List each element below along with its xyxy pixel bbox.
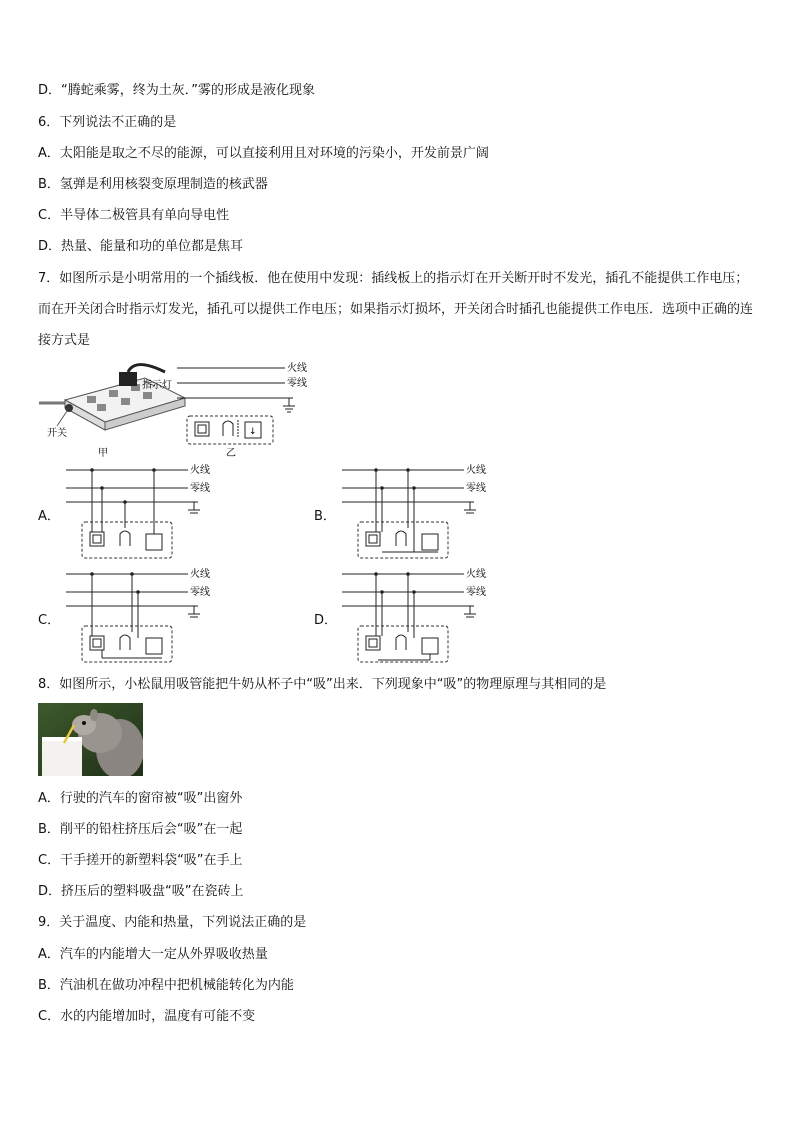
switch-label: 开关 xyxy=(47,428,67,439)
q7-option-b-label: B． xyxy=(314,509,336,524)
power-strip-figure xyxy=(35,360,315,460)
q8-option-b: B．削平的铅柱挤压后会“吸”在一起 xyxy=(38,822,243,837)
svg-text:↓: ↓ xyxy=(249,427,257,437)
live-wire-label: 火线 xyxy=(466,465,486,476)
q8-option-d: D．挤压后的塑料吸盘“吸”在瓷砖上 xyxy=(38,884,244,899)
neutral-wire-label: 零线 xyxy=(190,587,210,598)
q6-option-a: A．太阳能是取之不尽的能源，可以直接利用且对环境的污染小，开发前景广阔 xyxy=(38,146,489,161)
q6-option-c: C．半导体二极管具有单向导电性 xyxy=(38,208,230,223)
live-wire-label: 火线 xyxy=(466,569,486,580)
live-wire-label: 火线 xyxy=(287,363,307,374)
indicator-label: 指示灯 xyxy=(142,380,172,391)
live-wire-label: 火线 xyxy=(190,569,210,580)
circuit-option-d xyxy=(338,566,498,666)
circuit-option-a xyxy=(62,462,222,562)
q8-stem: 8．如图所示，小松鼠用吸管能把牛奶从杯子中“吸”出来．下列现象中“吸”的物理原理与其相同的是 xyxy=(38,677,607,692)
q7-option-d-label: D． xyxy=(314,613,338,628)
q9-option-c: C．水的内能增加时，温度有可能不变 xyxy=(38,1009,256,1024)
q8-option-c: C．干手搓开的新塑料袋“吸”在手上 xyxy=(38,853,243,868)
q6-option-d: D．热量、能量和功的单位都是焦耳 xyxy=(38,239,244,254)
live-wire-label: 火线 xyxy=(190,465,210,476)
q5-option-d: D．“腾蛇乘雾，终为土灰．”雾的形成是液化现象 xyxy=(38,83,315,98)
neutral-wire-label: 零线 xyxy=(466,483,486,494)
neutral-wire-label: 零线 xyxy=(190,483,210,494)
figure-yi-label: 乙 xyxy=(226,448,236,459)
power-strip-illustration xyxy=(39,365,185,431)
q9-option-b: B．汽油机在做功冲程中把机械能转化为内能 xyxy=(38,978,294,993)
q7-option-a-label: A． xyxy=(38,509,60,524)
q7-stem: 7．如图所示是小明常用的一个插线板．他在使用中发现：插线板上的指示灯在开关断开时不发光，插孔不能提供工作电压；而在开关闭合时指示灯发光，插孔可以提供工作电压；如果指示灯损坏，开关闭合时插孔也能提供工作电压．选项中正确的连接方式是 xyxy=(38,271,754,348)
q6-option-b: B．氢弹是利用核裂变原理制造的核武器 xyxy=(38,177,268,192)
circuit-option-c xyxy=(62,566,222,666)
circuit-option-b xyxy=(338,462,498,562)
q6-stem: 6．下列说法不正确的是 xyxy=(38,115,177,130)
figure-jia-label: 甲 xyxy=(98,448,108,459)
squirrel-drinking-milk-photo xyxy=(38,703,143,776)
q7-option-c-label: C． xyxy=(38,613,61,628)
q9-option-a: A．汽车的内能增大一定从外界吸收热量 xyxy=(38,947,268,962)
neutral-wire-label: 零线 xyxy=(466,587,486,598)
q9-stem: 9．关于温度、内能和热量，下列说法正确的是 xyxy=(38,915,307,930)
q8-option-a: A．行驶的汽车的窗帘被“吸”出窗外 xyxy=(38,791,243,806)
neutral-wire-label: 零线 xyxy=(287,378,307,389)
